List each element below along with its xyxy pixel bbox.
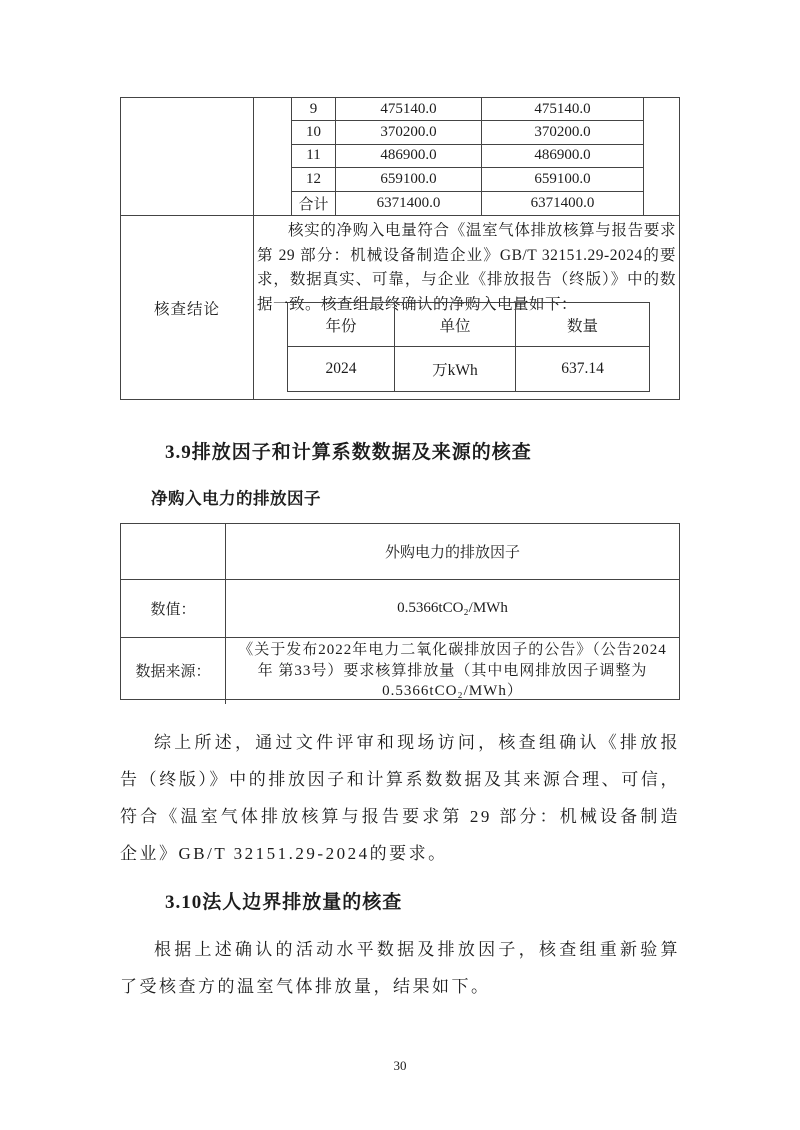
monthly-values-cell — [254, 98, 679, 215]
monthly-electricity-table — [291, 98, 644, 215]
factor-table-header: 外购电力的排放因子 — [226, 524, 679, 580]
total-label-cell: 合计 — [292, 192, 336, 215]
month-cell: 12 — [292, 168, 336, 191]
reported-value-cell: 659100.0 — [336, 168, 482, 191]
empty-label-cell — [121, 98, 253, 215]
reported-value-cell: 486900.0 — [336, 145, 482, 168]
year-header: 年份 — [288, 303, 395, 347]
emission-factor-table — [120, 523, 680, 700]
confirmed-electricity-table — [287, 302, 650, 392]
factor-source: 《关于发布2022年电力二氧化碳排放因子的公告》（公告2024年 第33号）要求核算排放量（其中电网排放因子调整为0.5366tCO₂/MWh） — [238, 642, 667, 699]
section-3-9-subheading: 净购入电力的排放因子 — [151, 489, 321, 508]
month-cell: 11 — [292, 145, 336, 168]
year-value: 2024 — [288, 347, 395, 391]
reported-total-cell: 6371400.0 — [336, 192, 482, 215]
reported-value-cell: 370200.0 — [336, 121, 482, 144]
value-label: 数值： — [121, 580, 226, 638]
conclusion-cell — [254, 216, 679, 399]
empty-header-cell — [121, 524, 226, 580]
quantity-value: 637.14 — [561, 360, 604, 377]
verified-value-cell: 370200.0 — [482, 121, 643, 144]
quantity-header: 数量 — [516, 303, 649, 347]
conclusion-label: 核查结论 — [153, 300, 220, 318]
section-3-10-paragraph: 根据上述确认的活动水平数据及排放因子，核查组重新验算了受核查方的温室气体排放量，结果如下。 — [120, 940, 680, 996]
verified-value-cell: 475140.0 — [482, 98, 643, 121]
factor-value: 0.5366tCO₂/MWh — [226, 580, 679, 638]
verified-total-cell: 6371400.0 — [530, 194, 595, 211]
conclusion-text: 核实的净购入电量符合《温室气体排放核算与报告要求第 29 部分：机械设备制造企业》GB/T 32151.29-2024的要求，数据真实、可靠，与企业《排放报告（终版）》中的数据一致。核查组最终确认的净购入电量如下： — [257, 222, 676, 313]
section-3-10-heading: 3.10法人边界排放量的核查 — [165, 892, 403, 913]
section-3-9-paragraph: 综上所述，通过文件评审和现场访问，核查组确认《排放报告（终版）》中的排放因子和计算系数数据及其来源合理、可信，符合《温室气体排放核算与报告要求第 29 部分：机械设备制造企业》GB/T 32151.29-2024的要求。 — [120, 733, 680, 863]
page-number: 30 — [393, 1058, 407, 1073]
unit-value: 万kWh — [395, 347, 516, 391]
net-purchased-electricity-table — [120, 97, 680, 400]
verified-value-cell: 659100.0 — [482, 168, 643, 191]
reported-value-cell: 475140.0 — [336, 98, 482, 121]
source-label: 数据来源： — [121, 638, 226, 704]
month-cell: 9 — [292, 98, 336, 121]
month-cell: 10 — [292, 121, 336, 144]
verified-value-cell: 486900.0 — [482, 145, 643, 168]
unit-header: 单位 — [395, 303, 516, 347]
section-3-9-heading: 3.9排放因子和计算系数数据及来源的核查 — [165, 442, 532, 463]
